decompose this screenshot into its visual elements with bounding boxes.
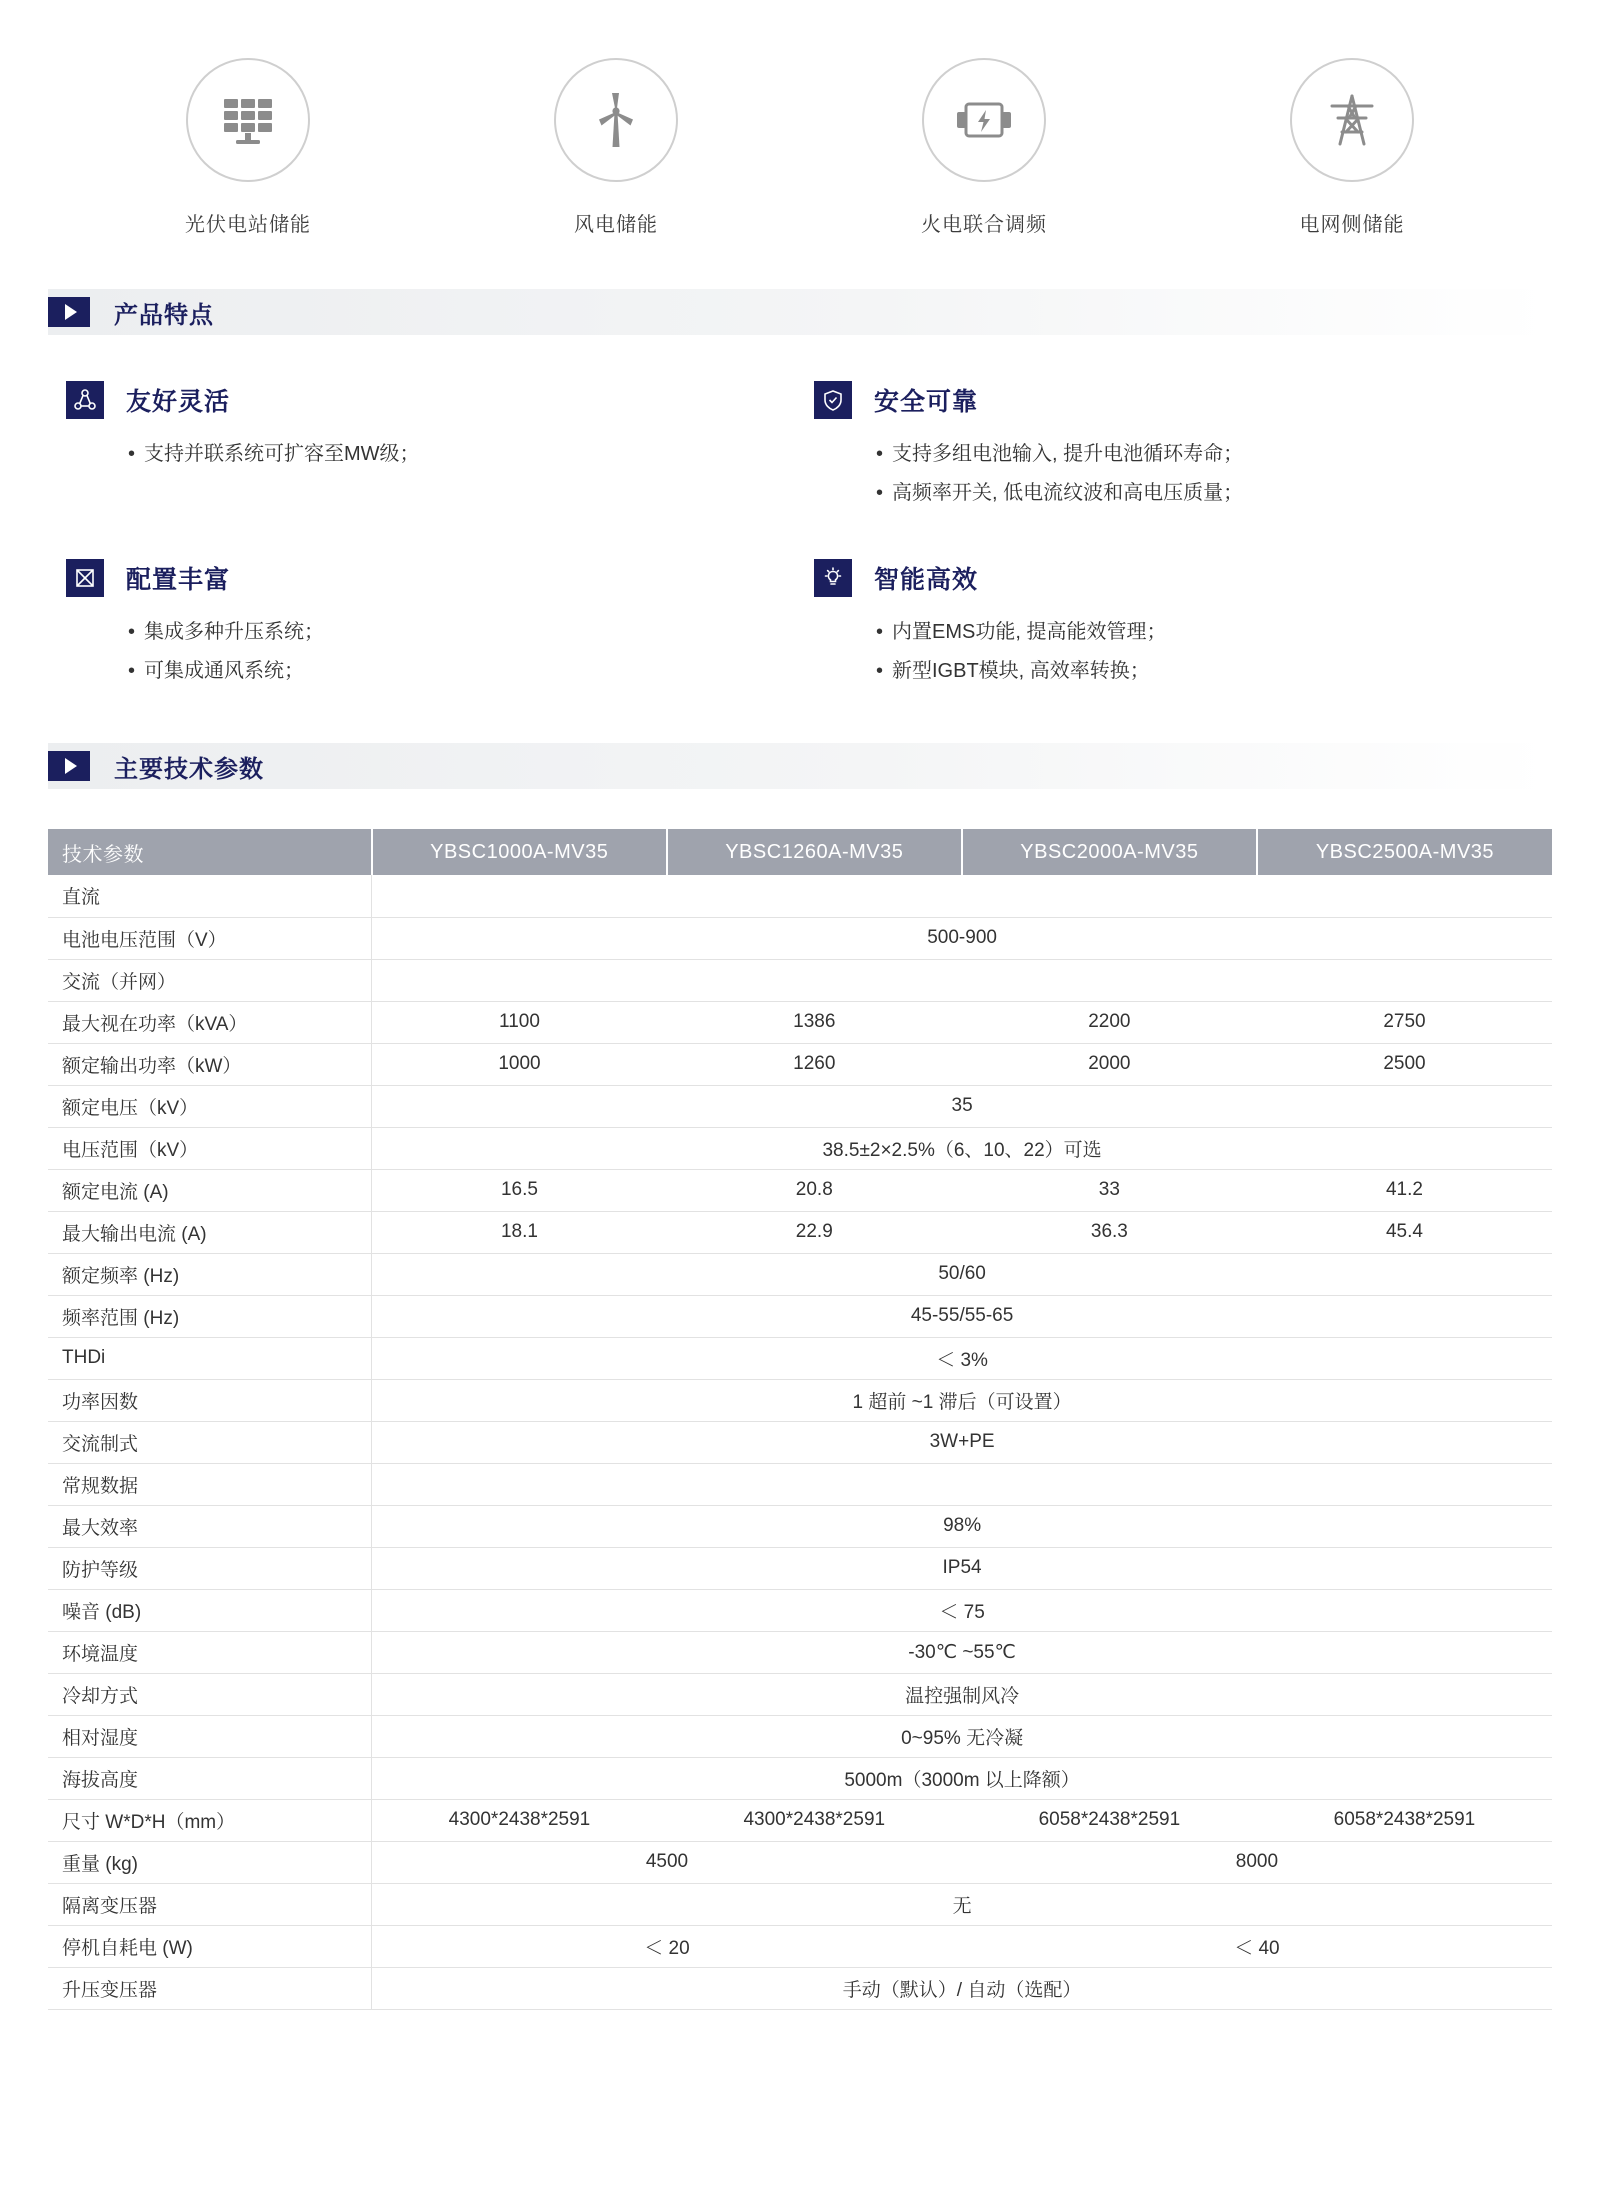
spec-row-label: 交流（并网） [48, 959, 372, 1001]
spec-row-label: 电压范围（kV） [48, 1127, 372, 1169]
table-row [48, 1043, 1552, 1085]
table-row [48, 1925, 1552, 1967]
table-row [48, 1169, 1552, 1211]
feature-title: 智能高效 [874, 566, 979, 594]
spec-row-value [372, 875, 1552, 917]
spec-row-value: 22.9 [667, 1211, 962, 1253]
spec-row-value: IP54 [372, 1547, 1552, 1589]
solar-panel-icon [220, 95, 276, 145]
spec-row-value: 35 [372, 1085, 1552, 1127]
spec-row-value: 45.4 [1257, 1211, 1552, 1253]
table-row [48, 1295, 1552, 1337]
spec-row-label: 停机自耗电 (W) [48, 1925, 372, 1967]
feature-header [814, 381, 1552, 419]
section-marker-icon [48, 751, 90, 781]
spec-row-value: 45-55/55-65 [372, 1295, 1552, 1337]
table-row [48, 1589, 1552, 1631]
table-row [48, 1673, 1552, 1715]
scenario-icon-circle [1290, 58, 1414, 182]
table-row [48, 1631, 1552, 1673]
table-row [48, 1547, 1552, 1589]
feature-list-item: • 新型IGBT模块, 高效率转换； [814, 652, 1552, 691]
spec-row-value: 1386 [667, 1001, 962, 1043]
feature-title: 配置丰富 [126, 566, 231, 594]
table-row [48, 1127, 1552, 1169]
table-row [48, 1211, 1552, 1253]
table-row [48, 917, 1552, 959]
spec-row-value: 1000 [372, 1043, 667, 1085]
table-row [48, 1799, 1552, 1841]
feature-item-flexible [66, 381, 804, 513]
spec-row-value: 2500 [1257, 1043, 1552, 1085]
spec-row-value: 20.8 [667, 1169, 962, 1211]
spec-row-label: 频率范围 (Hz) [48, 1295, 372, 1337]
table-row [48, 1841, 1552, 1883]
spec-row-label: 环境温度 [48, 1631, 372, 1673]
spec-table-wrapper [48, 829, 1552, 2050]
section-header-features [48, 289, 1552, 335]
section-title: 主要技术参数 [114, 755, 264, 783]
spec-row-value: 6058*2438*2591 [1257, 1799, 1552, 1841]
spec-row-value: 4300*2438*2591 [667, 1799, 962, 1841]
table-row [48, 1001, 1552, 1043]
spec-row-value: 2750 [1257, 1001, 1552, 1043]
feature-list [66, 435, 804, 474]
spec-row-label: 电池电压范围（V） [48, 917, 372, 959]
table-row [48, 1337, 1552, 1379]
lightbulb-icon [814, 559, 852, 597]
feature-list-item: • 集成多种升压系统； [66, 613, 804, 652]
wind-turbine-icon [588, 91, 644, 149]
table-row [48, 1421, 1552, 1463]
scenario-label: 火电联合调频 [921, 214, 1047, 236]
table-row [48, 1463, 1552, 1505]
feature-header [814, 559, 1552, 597]
section-header-specs [48, 743, 1552, 789]
scenario-item-thermal [834, 58, 1134, 237]
spec-header-cell: 技术参数 [48, 829, 372, 875]
spec-row-value: 8000 [962, 1841, 1552, 1883]
spec-row-value: 38.5±2×2.5%（6、10、22）可选 [372, 1127, 1552, 1169]
feature-list-item: • 内置EMS功能, 提高能效管理； [814, 613, 1552, 652]
spec-row-label: 噪音 (dB) [48, 1589, 372, 1631]
thermal-power-icon [953, 94, 1015, 146]
feature-list-item: • 高频率开关, 低电流纹波和高电压质量； [814, 474, 1552, 513]
spec-header-cell: YBSC1260A-MV35 [667, 829, 962, 875]
spec-table-head [48, 829, 1552, 875]
spec-row-label: 相对湿度 [48, 1715, 372, 1757]
spec-row-label: 额定频率 (Hz) [48, 1253, 372, 1295]
scenario-label: 电网侧储能 [1299, 214, 1405, 236]
table-row [48, 1253, 1552, 1295]
scenario-item-solar [98, 58, 398, 237]
table-row [48, 1883, 1552, 1925]
spec-row-label: 重量 (kg) [48, 1841, 372, 1883]
scenario-icon-circle [186, 58, 310, 182]
table-row [48, 1505, 1552, 1547]
spec-row-value: 无 [372, 1883, 1552, 1925]
feature-header [66, 381, 804, 419]
feature-item-configurable [66, 559, 804, 691]
table-row [48, 875, 1552, 917]
feature-item-safe [814, 381, 1552, 513]
spec-row-label: 最大输出电流 (A) [48, 1211, 372, 1253]
table-row [48, 959, 1552, 1001]
spec-row-value: 98% [372, 1505, 1552, 1547]
table-row [48, 1715, 1552, 1757]
power-grid-tower-icon [1324, 92, 1380, 148]
spec-row-value: 1100 [372, 1001, 667, 1043]
spec-row-value: 50/60 [372, 1253, 1552, 1295]
spec-row-label: 海拔高度 [48, 1757, 372, 1799]
spec-header-cell: YBSC2000A-MV35 [962, 829, 1257, 875]
spec-row-label: 额定电流 (A) [48, 1169, 372, 1211]
feature-list-item: • 可集成通风系统； [66, 652, 804, 691]
feature-title: 安全可靠 [874, 388, 979, 416]
feature-list [814, 435, 1552, 513]
spec-row-label: 冷却方式 [48, 1673, 372, 1715]
spec-row-label: 交流制式 [48, 1421, 372, 1463]
spec-row-value: 1260 [667, 1043, 962, 1085]
section-marker-icon [48, 297, 90, 327]
spec-row-label: 最大效率 [48, 1505, 372, 1547]
scenario-label: 光伏电站储能 [185, 214, 311, 236]
spec-row-value: 手动（默认）/ 自动（选配） [372, 1967, 1552, 2009]
spec-row-value [372, 959, 1552, 1001]
application-scenarios [48, 0, 1552, 237]
spec-row-label: 常规数据 [48, 1463, 372, 1505]
scenario-item-wind [466, 58, 766, 237]
spec-header-cell: YBSC2500A-MV35 [1257, 829, 1552, 875]
spec-row-value [372, 1463, 1552, 1505]
feature-title: 友好灵活 [126, 388, 231, 416]
table-row [48, 1379, 1552, 1421]
spec-row-value: 4300*2438*2591 [372, 1799, 667, 1841]
spec-row-label: 功率因数 [48, 1379, 372, 1421]
spec-table-header-row [48, 829, 1552, 875]
spec-row-value: ＜ 20 [372, 1925, 962, 1967]
spec-row-label: 防护等级 [48, 1547, 372, 1589]
spec-row-label: THDi [48, 1337, 372, 1379]
spec-row-label: 额定电压（kV） [48, 1085, 372, 1127]
spec-row-value: 6058*2438*2591 [962, 1799, 1257, 1841]
spec-row-value: 33 [962, 1169, 1257, 1211]
spec-row-value: 500-900 [372, 917, 1552, 959]
feature-header [66, 559, 804, 597]
spec-row-value: 41.2 [1257, 1169, 1552, 1211]
scenario-item-grid [1202, 58, 1502, 237]
spec-row-value: 1 超前 ~1 滞后（可设置） [372, 1379, 1552, 1421]
spec-row-value: 5000m（3000m 以上降额） [372, 1757, 1552, 1799]
features-grid [48, 381, 1552, 691]
spec-row-label: 升压变压器 [48, 1967, 372, 2009]
spec-row-value: 温控强制风冷 [372, 1673, 1552, 1715]
feature-item-smart [814, 559, 1552, 691]
feature-list-item: • 支持多组电池输入, 提升电池循环寿命； [814, 435, 1552, 474]
section-title: 产品特点 [114, 301, 214, 329]
spec-row-label: 尺寸 W*D*H（mm） [48, 1799, 372, 1841]
feature-list-item: • 支持并联系统可扩容至MW级； [66, 435, 804, 474]
shield-icon [814, 381, 852, 419]
spec-row-value: 2000 [962, 1043, 1257, 1085]
spec-row-label: 直流 [48, 875, 372, 917]
spec-row-value: ＜ 75 [372, 1589, 1552, 1631]
config-grid-icon [66, 559, 104, 597]
spec-row-label: 最大视在功率（kVA） [48, 1001, 372, 1043]
spec-row-value: 4500 [372, 1841, 962, 1883]
spec-row-value: ＜ 40 [962, 1925, 1552, 1967]
spec-row-value: 2200 [962, 1001, 1257, 1043]
scenario-icon-circle [922, 58, 1046, 182]
spec-row-label: 隔离变压器 [48, 1883, 372, 1925]
spec-row-value: 18.1 [372, 1211, 667, 1253]
table-row [48, 1967, 1552, 2009]
spec-table-body [48, 875, 1552, 2009]
table-row [48, 1757, 1552, 1799]
spec-row-value: -30℃ ~55℃ [372, 1631, 1552, 1673]
scenario-icon-circle [554, 58, 678, 182]
table-row [48, 1085, 1552, 1127]
feature-list [66, 613, 804, 691]
spec-row-value: 3W+PE [372, 1421, 1552, 1463]
scenario-label: 风电储能 [574, 214, 658, 236]
flexible-node-icon [66, 381, 104, 419]
spec-row-value: 36.3 [962, 1211, 1257, 1253]
spec-table [48, 829, 1552, 2010]
spec-row-value: 16.5 [372, 1169, 667, 1211]
spec-row-value: 0~95% 无冷凝 [372, 1715, 1552, 1757]
feature-list [814, 613, 1552, 691]
spec-row-value: ＜ 3% [372, 1337, 1552, 1379]
spec-header-cell: YBSC1000A-MV35 [372, 829, 667, 875]
spec-row-label: 额定输出功率（kW） [48, 1043, 372, 1085]
